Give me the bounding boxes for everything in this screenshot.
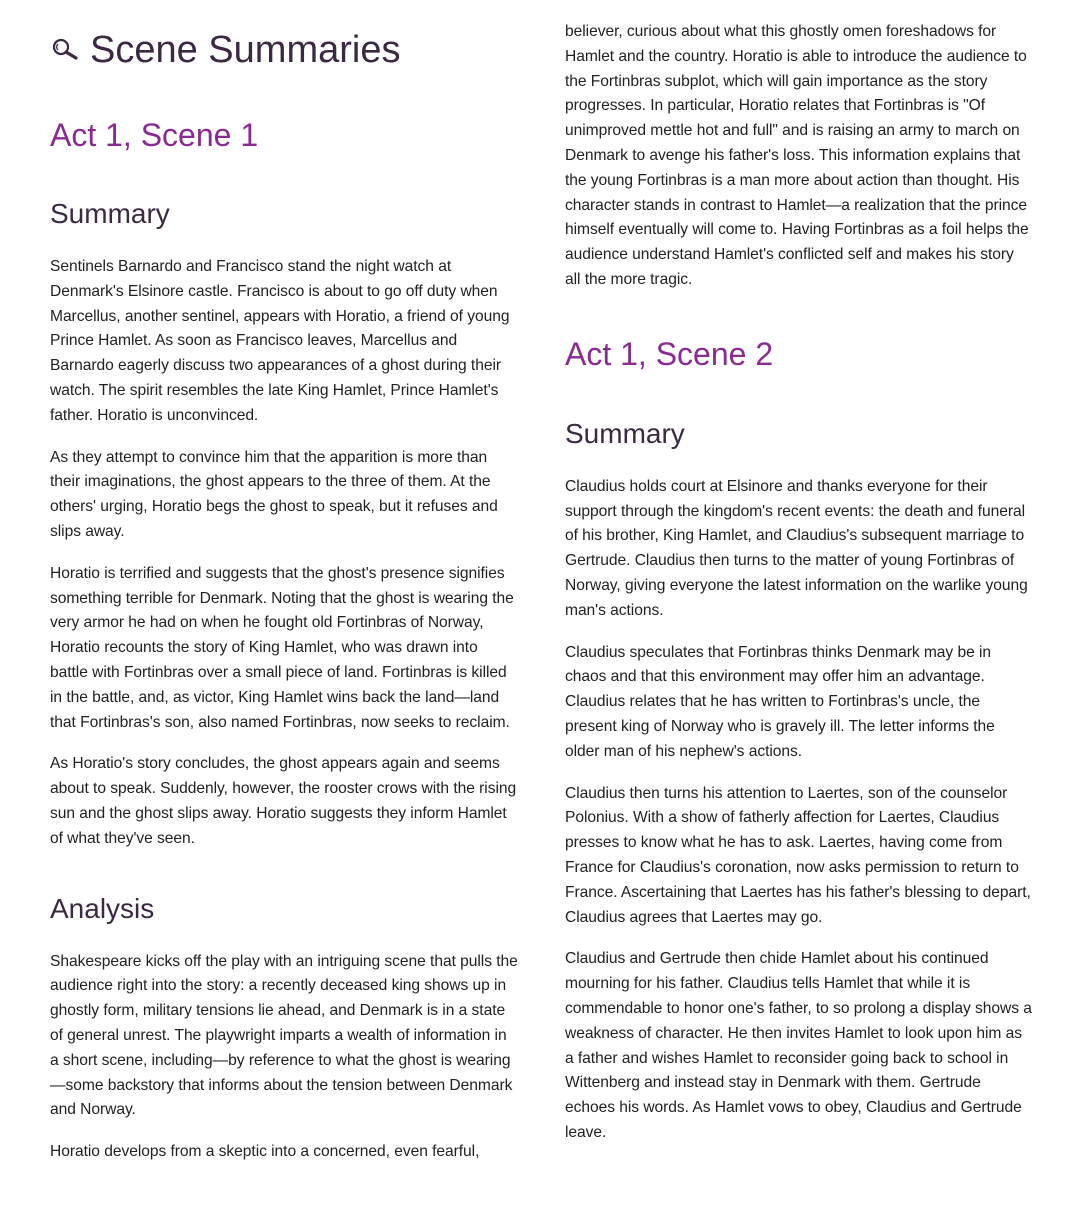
summary-paragraph: Claudius holds court at Elsinore and thanks everyone for their support through the kingdom's recent events: the death and funeral of his brother, King Hamlet, and Claudius's subsequent marriage to Gertrude. Claudius then turns to the matter of young Fortinbras of Norway, giving everyone the latest information on the warlike young man's actions. [565,477,1028,619]
summary-paragraph: As Horatio's story concludes, the ghost appears again and seems about to speak. Suddenly, however, the rooster crows with the rising sun and the ghost slips away. Horatio suggests they inform Hamlet of what they've seen. [50,755,517,847]
summary-heading-scene-2: Summary [565,417,685,449]
act-heading-scene-2: Act 1, Scene 2 [565,335,774,372]
summary-paragraph: As they attempt to convince him that the apparition is more than their imaginations, the ghost appears to the three of them. At the others' urging, Horatio begs the ghost to speak, but it refuses and slips away. [50,448,498,540]
summary-paragraph: Claudius then turns his attention to Laertes, son of the counselor Polonius. With a show of fatherly affection for Laertes, Claudius presses to know what he has to ask. Laertes, having come from France for Claudius's coronation, now asks permission to return to France. Ascertaining that Laertes has his father's blessing to depart, Claudius agrees that Laertes may go. [565,784,1031,926]
summary-paragraph: Horatio is terrified and suggests that the ghost's presence signifies something terrible for Denmark. Noting that the ghost is wearing the very armor he had on when he fought old Fortinbras of Norway, Horatio recounts the story of King Hamlet, who was drawn into battle with Fortinbras over a small piece of land. Fortinbras is killed in the battle, and, as victor, King Hamlet wins back the land—land that Fortinbras's son, also named Fortinbras, now seeks to reclaim. [50,564,514,731]
right-column [565,0,1033,1146]
summary-paragraph: Claudius speculates that Fortinbras thinks Denmark may be in chaos and that this environment may offer him an advantage. Claudius relates that he has written to Fortinbras's uncle, the present king of Norway who is gravely ill. The letter informs the older man of his nephew's actions. [565,643,995,760]
analysis-paragraph-continued: believer, curious about what this ghostly omen foreshadows for Hamlet and the country. Horatio is able to introduce the audience to the Fortinbras subplot, which will gain importance as the story progresses. In particular, Horatio relates that Fortinbras is "Of unimproved mettle hot and full" and is raising an army to march on Denmark to avenge his father's loss. This information explains that the young Fortinbras is a man more about action than thought. His character stands in contrast to Hamlet—a realization that the prince himself eventually will come to. Having Fortinbras as a foil helps the audience understand Hamlet's conflicted self and makes his story all the more tragic. [565,23,1029,288]
page-title-text: Scene Summaries [90,29,401,71]
summary-paragraph: Sentinels Barnardo and Francisco stand the night watch at Denmark's Elsinore castle. Francisco is about to go off duty when Marcellus, another sentinel, appears with Horatio, a friend of young Prince Hamlet. As soon as Francisco leaves, Marcellus and Barnardo eagerly discuss two appearances of a ghost during their watch. The spirit resembles the late King Hamlet, Prince Hamlet's father. Horatio is unconvinced. [50,258,510,424]
analysis-paragraph: Shakespeare kicks off the play with an intriguing scene that pulls the audience right into the story: a recently deceased king shows up in ghostly form, military tensions lie ahead, and Denmark is in a state of general unrest. The playwright imparts a wealth of information in a short scene, including—by reference to what the ghost is wearing—some backstory that informs about the tension between Denmark and Norway. [50,952,518,1119]
analysis-heading-scene-1: Analysis [50,892,155,924]
summary-heading-scene-1: Summary [50,198,170,229]
page-title [50,28,518,72]
summary-paragraph: Claudius and Gertrude then chide Hamlet about his continued mourning for his father. Claudius tells Hamlet that while it is commendable to honor one's father, to so prolong a display shows a weakness of character. He then invites Hamlet to look upon him as a father and wishes Hamlet to reconsider going back to school in Wittenberg and instead stay in Denmark with them. Gertrude echoes his words. As Hamlet vows to obey, Claudius and Gertrude leave. [565,950,1032,1141]
search-icon [50,35,86,65]
analysis-paragraph: Horatio develops from a skeptic into a concerned, even fearful, [50,1143,480,1161]
act-heading-scene-1: Act 1, Scene 1 [50,117,259,153]
left-column [50,0,518,1165]
